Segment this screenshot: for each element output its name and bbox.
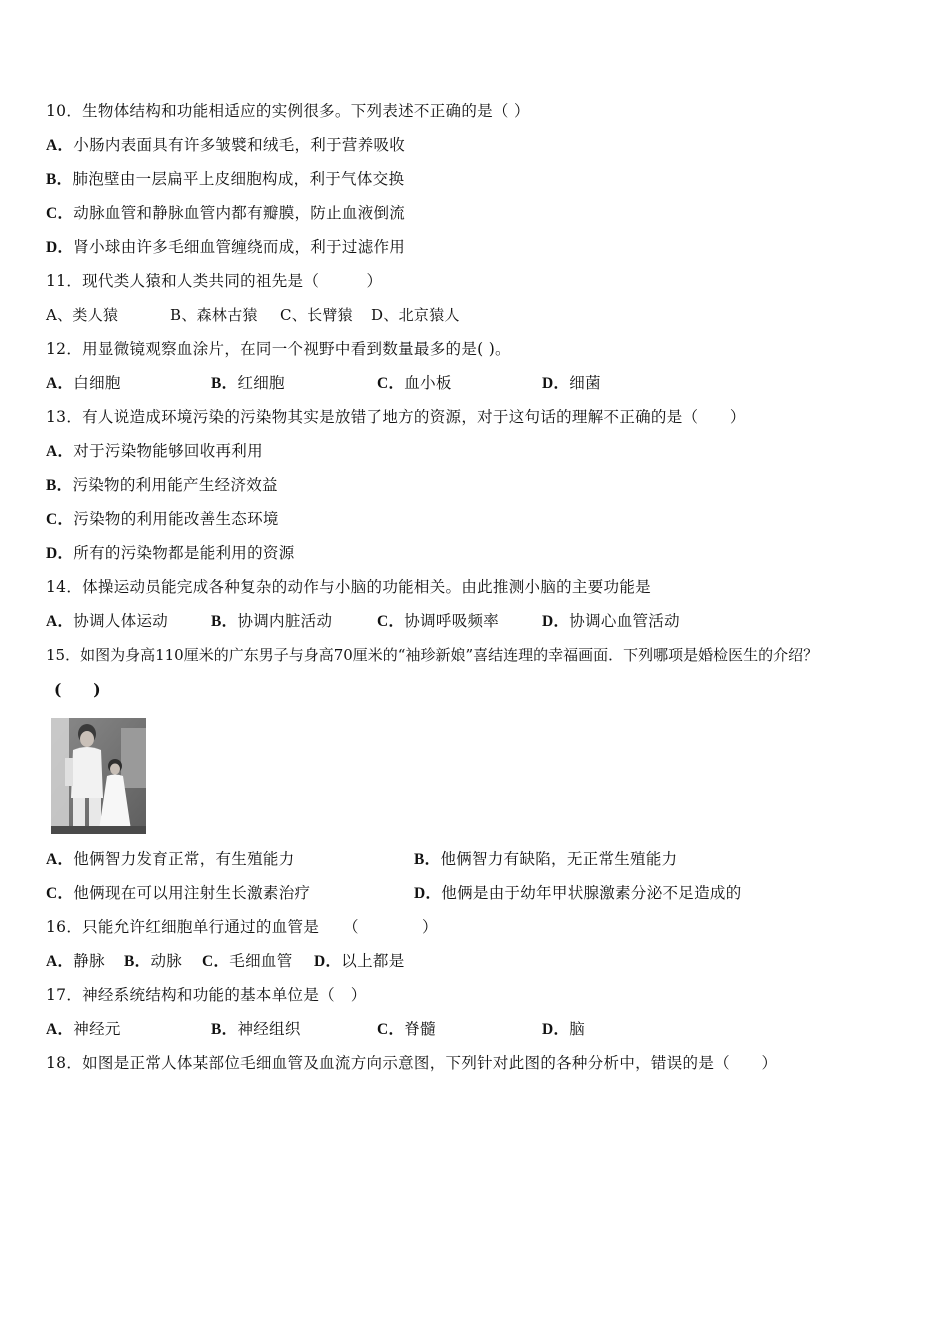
q17-stem: 17．神经系统结构和功能的基本单位是（ ） [46, 986, 367, 1004]
q17-option-a: A．神经元 [46, 1020, 121, 1038]
q10-option-a: A．小肠内表面具有许多皱襞和绒毛，利于营养吸收 [46, 136, 406, 154]
q11-option-c: C、长臂猿 [280, 306, 353, 324]
q13-option-d: D．所有的污染物都是能利用的资源 [46, 544, 295, 562]
q16-option-b: B．动脉 [124, 952, 183, 970]
q14-option-b: B．协调内脏活动 [211, 612, 333, 630]
q13-stem: 13．有人说造成环境污染的污染物其实是放错了地方的资源，对于这句话的理解不正确的是（ ） [46, 408, 746, 426]
q11-option-a: A、类人猿 [46, 306, 119, 324]
q10-stem: 10．生物体结构和功能相适应的实例很多。下列表述不正确的是（ ） [46, 102, 530, 120]
q11-stem: 11．现代类人猿和人类共同的祖先是（ ） [46, 272, 383, 290]
q12-option-c: C．血小板 [377, 374, 452, 392]
wedding-couple-photo [51, 718, 146, 834]
q17-option-b: B．神经组织 [211, 1020, 301, 1038]
q15-stem: 15．如图为身高110厘米的广东男子与身高70厘米的“袖珍新娘”喜结连理的幸福画面．下列哪项是婚检医生的介绍？ [46, 646, 819, 664]
q13-option-a: A．对于污染物能够回收再利用 [46, 442, 263, 460]
q13-option-b: B．污染物的利用能产生经济效益 [46, 476, 278, 494]
q10-option-c: C．动脉血管和静脉血管内都有瓣膜，防止血液倒流 [46, 204, 406, 222]
q16-option-d: D．以上都是 [314, 952, 405, 970]
q14-option-a: A．协调人体运动 [46, 612, 169, 630]
q18-stem: 18．如图是正常人体某部位毛细血管及血流方向示意图，下列针对此图的各种分析中，错误的是（ ） [46, 1054, 778, 1072]
q12-option-b: B．红细胞 [211, 374, 285, 392]
q10-option-b: B．肺泡壁由一层扁平上皮细胞构成，利于气体交换 [46, 170, 405, 188]
q14-option-c: C．协调呼吸频率 [377, 612, 500, 630]
q11-option-d: D、北京猿人 [371, 306, 460, 324]
q17-option-c: C．脊髓 [377, 1020, 436, 1038]
q14-option-d: D．协调心血管活动 [542, 612, 680, 630]
q15-option-c: C．他俩现在可以用注射生长激素治疗 [46, 884, 311, 902]
q10-option-d: D．肾小球由许多毛细血管缠绕而成，利于过滤作用 [46, 238, 406, 256]
q14-stem: 14．体操运动员能完成各种复杂的动作与小脑的功能相关。由此推测小脑的主要功能是 [46, 578, 651, 596]
q15-answer-bracket: ( ) [54, 680, 101, 699]
q16-option-a: A．静脉 [46, 952, 105, 970]
q17-option-d: D．脑 [542, 1020, 586, 1038]
q15-option-a: A．他俩智力发育正常，有生殖能力 [46, 850, 295, 868]
q16-option-c: C．毛细血管 [202, 952, 293, 970]
q13-option-c: C．污染物的利用能改善生态环境 [46, 510, 279, 528]
q16-stem: 16．只能允许红细胞单行通过的血管是 （ ） [46, 918, 438, 936]
q15-option-d: D．他俩是由于幼年甲状腺激素分泌不足造成的 [414, 884, 742, 902]
q12-option-d: D．细菌 [542, 374, 601, 392]
q15-option-b: B．他俩智力有缺陷，无正常生殖能力 [414, 850, 678, 868]
q12-option-a: A．白细胞 [46, 374, 121, 392]
q11-option-b: B、森林古猿 [170, 306, 258, 324]
q12-stem: 12．用显微镜观察血涂片，在同一个视野中看到数量最多的是( )。 [46, 340, 511, 358]
